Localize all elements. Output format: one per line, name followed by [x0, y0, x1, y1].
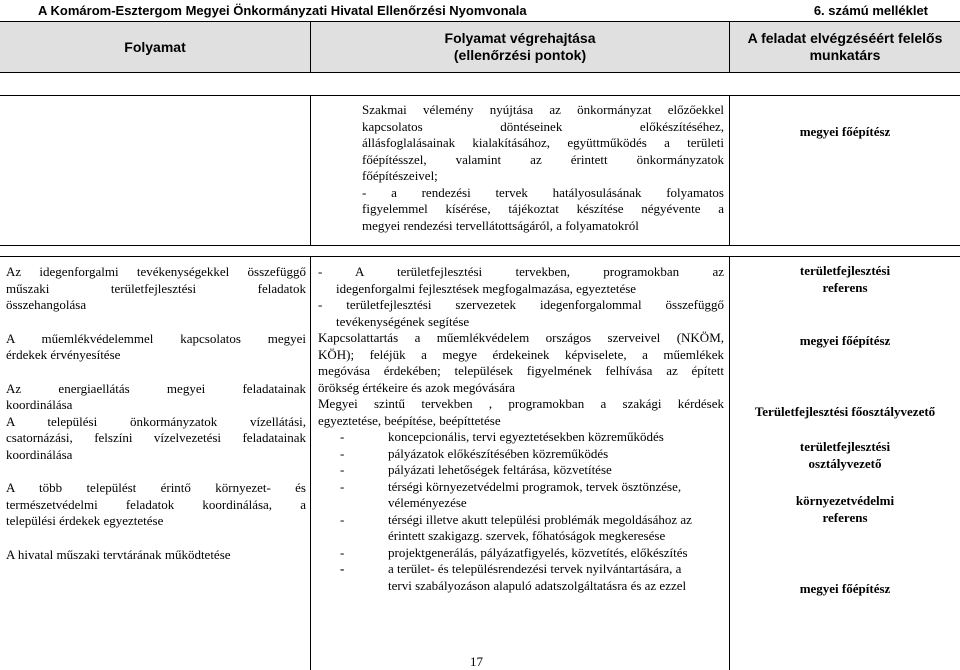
- text-line: érintett szakigazg. szervek, főhatóságok megkeresése: [388, 528, 666, 543]
- bullet-text: pályázati lehetőségek feltárása, közvetítése: [388, 462, 612, 477]
- process-item: koordinálása: [6, 397, 73, 412]
- bullet-item: [318, 429, 724, 446]
- text-line: Megyei szintű tervekben , programokban a szakági kérdések: [318, 396, 724, 411]
- bullet-dash: -: [340, 478, 345, 494]
- bullet-dash: -: [340, 544, 345, 560]
- bullet-item: [318, 512, 724, 529]
- text-line: véleményezése: [388, 495, 467, 510]
- col-divider: [729, 95, 730, 245]
- text-line: kapcsolatos döntéseinek előkészítéséhez,: [362, 118, 724, 134]
- row-rule: [0, 245, 960, 246]
- text-line: tevékenységének segítése: [336, 313, 470, 329]
- text-line: figyelemmel kísérése, tájékoztat készítése négyévente a: [362, 201, 724, 216]
- bullet-dash: -: [340, 561, 345, 576]
- process-item: érdekek érvényesítése: [6, 347, 121, 362]
- process-item: csatornázási, felszíni vízelvezetési feladatainak: [6, 430, 306, 445]
- process-item: összehangolása: [6, 297, 87, 312]
- col-divider: [729, 22, 730, 72]
- text-line: megóvása érdekében; települések figyelmének felhívása az épített: [318, 363, 724, 378]
- responsible-4: [730, 438, 960, 472]
- row-rule: [0, 256, 960, 257]
- process-item: A több települést érintő környezet- és: [6, 480, 306, 495]
- process-item: Az energiaellátás megyei feladatainak: [6, 380, 306, 396]
- text-line: - a rendezési tervek hatályosulásának folyamatos: [362, 184, 724, 200]
- header-bottom-rule: [0, 72, 960, 73]
- text-line: főépítésszel, valamint az érintett önkormányzatok: [362, 151, 724, 167]
- process-item: A települési önkormányzatok vízellátási,: [6, 413, 306, 429]
- col-header-responsible-line1: A feladat elvégzéséért felelős: [747, 30, 943, 46]
- bullet-text: pályázatok előkészítésében közreműködés: [388, 445, 609, 461]
- responsible-line: osztályvezető: [808, 456, 882, 471]
- bullet-dash: -: [340, 445, 345, 461]
- col-header-execution-line2: (ellenőrzési pontok): [453, 47, 587, 63]
- text-line: örökség értékeire és azok megóvására: [318, 379, 516, 395]
- bullet-item: [318, 561, 724, 578]
- document-header: [0, 0, 960, 22]
- header-annex-label: 6. számú melléklet: [813, 3, 928, 18]
- bullet-item: [318, 479, 724, 496]
- bullet-dash: -: [340, 462, 345, 477]
- bullet-text: a terület- és településrendezési tervek nyilvántartására, a: [388, 561, 682, 576]
- bullet-text: koncepcionális, tervi egyeztetésekben közreműködés: [388, 429, 664, 444]
- header-org-title: A Komárom-Esztergom Megyei Önkormányzati Hivatal Ellenőrzési Nyomvonala: [38, 3, 527, 18]
- responsible-line: környezetvédelmi: [795, 493, 895, 508]
- row1-responsible: megyei főépítész: [799, 124, 891, 139]
- col-header-responsible-line2: munkatárs: [809, 47, 881, 63]
- process-item: koordinálása: [6, 446, 73, 462]
- text-line: idegenforgalmi fejlesztések megfogalmazása, egyeztetése: [336, 280, 637, 296]
- bullet-text: térségi illetve akutt települési problémák megoldásához az: [388, 511, 692, 527]
- responsible-3: Területfejlesztési főosztályvezető: [754, 404, 936, 419]
- text-line: tervi szabályozáson alapuló adatszolgáltatásra és az ezzel: [388, 577, 687, 593]
- col-header-process-label: Folyamat: [124, 38, 186, 55]
- text-line: állásfoglalásainak kialakításához, együttműködés a területi: [362, 135, 724, 150]
- text-line: Kapcsolattartás a műemlékvédelem országos szerveivel (NKÖM,: [318, 330, 724, 345]
- responsible-1: [730, 262, 960, 296]
- text-line: főépítészeivel;: [362, 168, 438, 183]
- bullet-dash: -: [340, 511, 345, 527]
- col-header-process: [0, 22, 310, 72]
- col-header-execution-line1: Folyamat végrehajtása: [444, 30, 596, 46]
- text-line: Szakmai vélemény nyújtása az önkormányzat előzőekkel: [362, 102, 724, 117]
- process-item: műszaki területfejlesztési feladatok: [6, 280, 306, 296]
- text-line: - A területfejlesztési tervekben, programokban az: [318, 264, 724, 279]
- col-divider: [310, 22, 311, 72]
- process-list: [6, 264, 306, 563]
- responsible-line: referens: [822, 510, 868, 525]
- process-item: A hivatal műszaki tervtárának működtetése: [6, 546, 231, 562]
- process-item: települési érdekek egyeztetése: [6, 513, 164, 528]
- process-item: A műemlékvédelemmel kapcsolatos megyei: [6, 330, 306, 346]
- responsible-line: területfejlesztési: [799, 263, 891, 278]
- col-divider: [310, 256, 311, 670]
- bullet-item: [318, 462, 724, 479]
- col-header-responsible: [730, 22, 960, 72]
- responsible-2: megyei főépítész: [799, 333, 891, 348]
- row1-execution: [362, 102, 724, 234]
- responsible-5: [730, 492, 960, 526]
- bullet-text: projektgenerálás, pályázatfigyelés, közvetítés, előkészítés: [388, 544, 688, 560]
- row-rule: [0, 95, 960, 96]
- process-item: természetvédelmi feladatok koordinálása, a: [6, 496, 306, 512]
- col-header-execution: [311, 22, 729, 72]
- bullet-dash: -: [340, 429, 345, 444]
- text-line: egyeztetése, beépítése, beépíttetése: [318, 412, 501, 428]
- bullet-item: [318, 446, 724, 463]
- execution-list: [318, 264, 724, 594]
- text-line: megyei rendezési tervellátottságáról, a folyamatokról: [362, 217, 639, 233]
- col-divider: [310, 95, 311, 245]
- bullet-item: [318, 545, 724, 562]
- process-item: Az idegenforgalmi tevékenységekkel összefüggő: [6, 264, 306, 279]
- page-number: 17: [470, 654, 483, 669]
- text-line: KÖH); feléjük a megye érdekeinek képviselete, a műemlékek: [318, 346, 724, 362]
- bullet-text: térségi környezetvédelmi programok, tervek ösztönzése,: [388, 478, 682, 494]
- responsible-6: megyei főépítész: [799, 581, 891, 596]
- text-line: - területfejlesztési szervezetek idegenforgalommal összefüggő: [318, 297, 724, 312]
- responsible-line: területfejlesztési: [799, 439, 891, 454]
- responsible-line: referens: [822, 280, 868, 295]
